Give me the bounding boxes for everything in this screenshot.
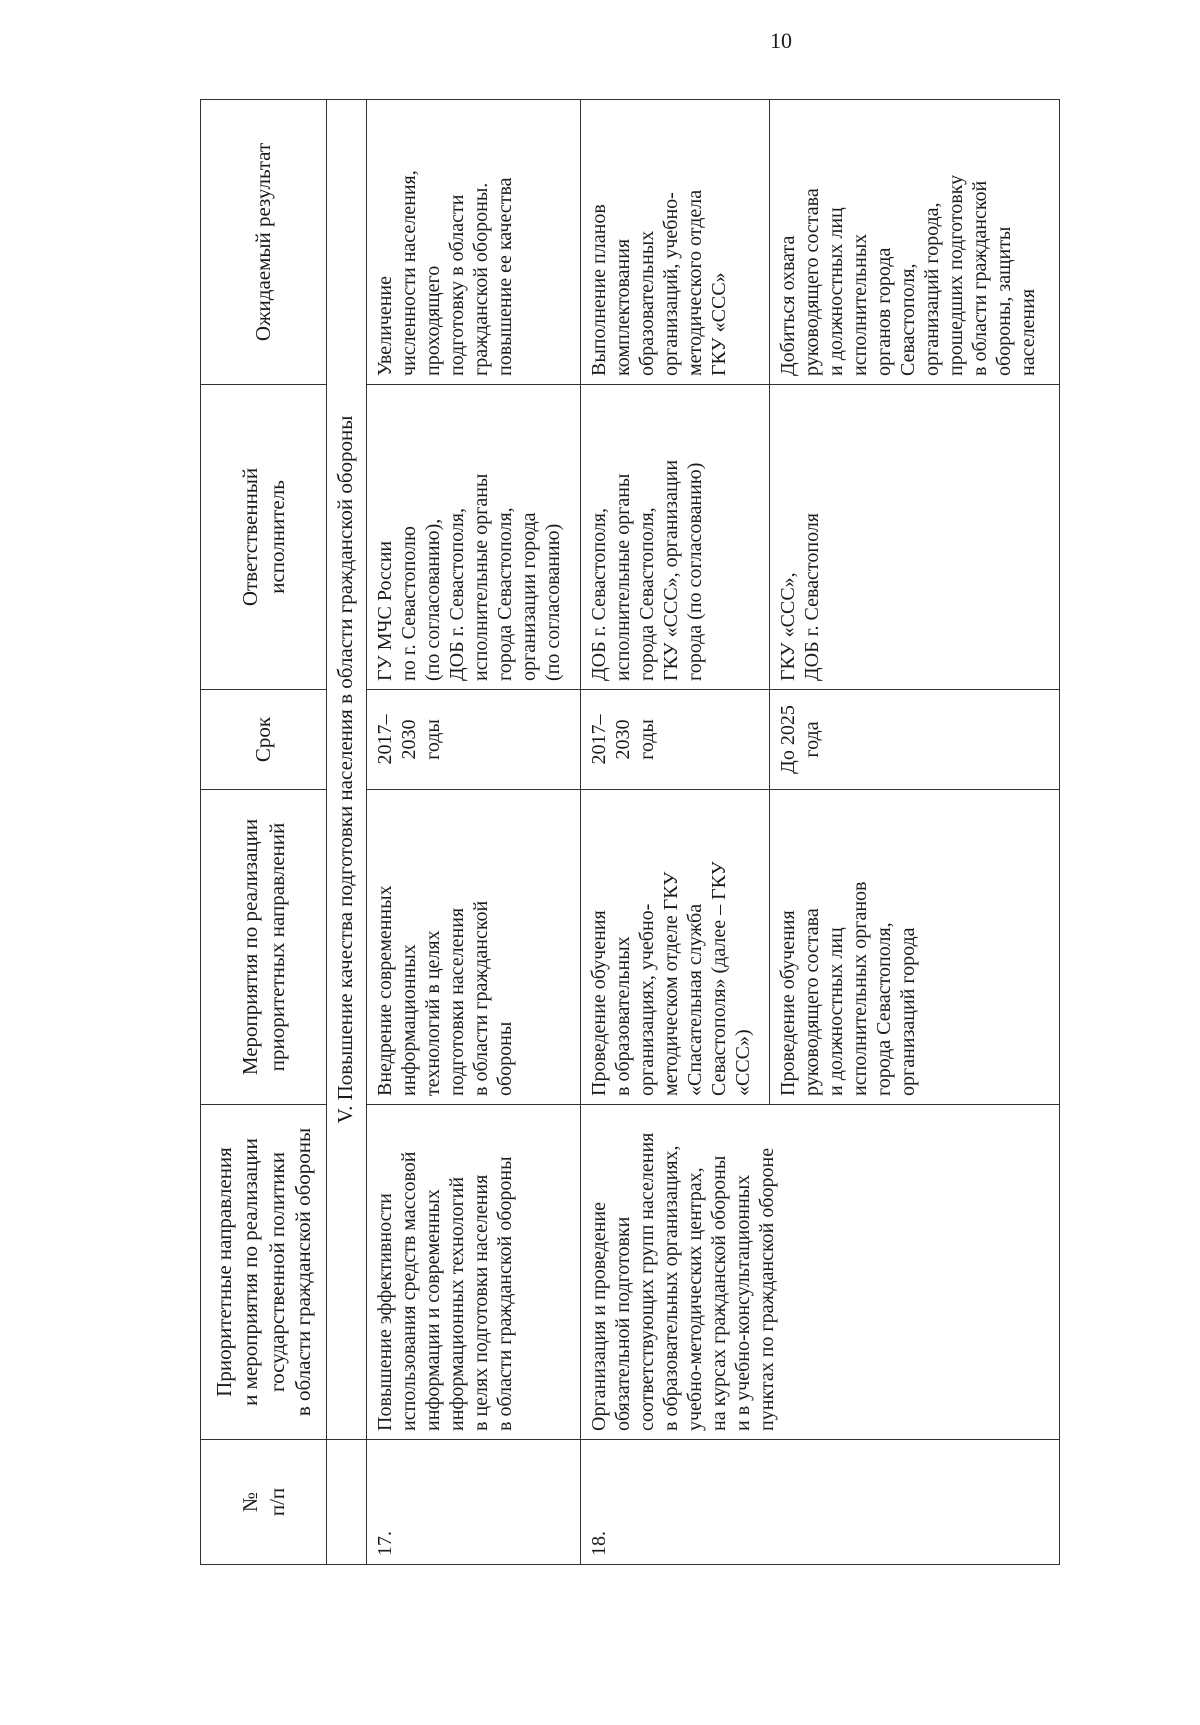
table-row [366, 100, 580, 1565]
gov-civil-defense-table [200, 99, 1060, 1565]
section-title: V. Повышение качества подготовки населения в области гражданской обороны [327, 100, 367, 1440]
header-result: Ожидаемый результат [201, 100, 327, 385]
header-term: Срок [201, 690, 327, 790]
table-header-row [201, 100, 327, 1565]
row-responsible: ДОБ г. Севастополя, исполнительные органы города Севастополя, ГКУ «ССС», организации города (по согласованию) [581, 385, 770, 690]
row-result: Добиться охвата руководящего состава и должностных лиц исполнительных органов города Севастополя, организаций города, прошедших подготовку в области гражданской обороны, защиты населения [770, 100, 1060, 385]
header-direction: Приоритетные направления и мероприятия по реализации государственной политики в области гражданской обороны [201, 1105, 327, 1440]
rotated-table-frame [200, 100, 1060, 1565]
header-activities: Мероприятия по реализации приоритетных направлений [201, 790, 327, 1105]
header-num: № п/п [201, 1440, 327, 1565]
row-direction: Организация и проведение обязательной подготовки соответствующих групп населения в образовательных организациях, учебно-методических центрах, на курсах гражданской обороны и в учебно-консультационных пунктах по гражданской обороне [581, 1105, 1060, 1440]
page-number: 10 [770, 28, 792, 53]
row-activities: Внедрение современных информационных технологий в целях подготовки населения в области гражданской обороны [366, 790, 580, 1105]
section-row [327, 100, 367, 1565]
table-row [581, 100, 770, 1565]
row-result: Увеличение численности населения, проходящего подготовку в области гражданской обороны. повышение ее качества [366, 100, 580, 385]
row-responsible: ГУ МЧС России по г. Севастополю (по согласованию), ДОБ г. Севастополя, исполнительные органы города Севастополя, организации города (по согласованию) [366, 385, 580, 690]
row-activities: Проведение обучения руководящего состава и должностных лиц исполнительных органов города Севастополя, организаций города [770, 790, 1060, 1105]
row-result: Выполнение планов комплектования образовательных организаций, учебно- методического отдела ГКУ «ССС» [581, 100, 770, 385]
row-term: 2017–2030 годы [366, 690, 580, 790]
row-responsible: ГКУ «ССС», ДОБ г. Севастополя [770, 385, 1060, 690]
row-term: 2017–2030 годы [581, 690, 770, 790]
row-term: До 2025 года [770, 690, 1060, 790]
header-responsible: Ответственный исполнитель [201, 385, 327, 690]
row-number: 17. [366, 1440, 580, 1565]
row-direction: Повышение эффективности использования средств массовой информации и современных информационных технологий в целях подготовки населения в области гражданской обороны [366, 1105, 580, 1440]
row-activities: Проведение обучения в образовательных организациях, учебно- методическом отделе ГКУ «Спасательная служба Севастополя» (далее – ГКУ «ССС») [581, 790, 770, 1105]
row-number: 18. [581, 1440, 1060, 1565]
